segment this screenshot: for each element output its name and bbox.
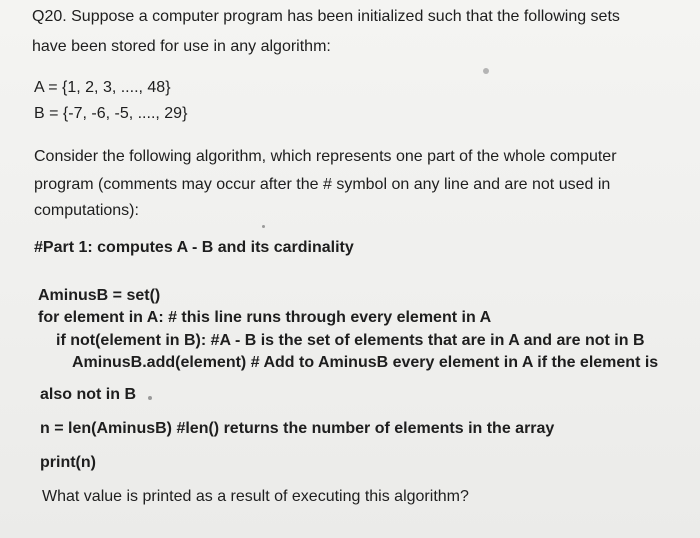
set-b-definition: B = {-7, -6, -5, ...., 29} — [34, 105, 188, 122]
final-question: What value is printed as a result of executing this algorithm? — [42, 488, 469, 505]
code-line-7: print(n) — [40, 454, 96, 471]
intro-line-1: Consider the following algorithm, which represents one part of the whole computer — [34, 148, 617, 165]
code-line-1: AminusB = set() — [38, 287, 161, 304]
code-line-3: if not(element in B): #A - B is the set of elements that are in A and are not in B — [56, 332, 645, 349]
paper-speck — [262, 225, 265, 228]
question-line-2: have been stored for use in any algorithm: — [32, 38, 331, 55]
paper-speck — [148, 396, 152, 400]
question-line-1: Q20. Suppose a computer program has been initialized such that the following sets — [32, 8, 620, 25]
code-line-6: n = len(AminusB) #len() returns the number of elements in the array — [40, 420, 555, 437]
code-line-5: also not in B — [40, 386, 136, 403]
part-heading: #Part 1: computes A - B and its cardinality — [34, 239, 354, 256]
intro-line-2: program (comments may occur after the # symbol on any line and are not used in — [34, 176, 611, 193]
set-a-definition: A = {1, 2, 3, ...., 48} — [34, 79, 171, 96]
paper-speck — [483, 68, 489, 74]
code-line-2: for element in A: # this line runs through every element in A — [38, 309, 492, 326]
code-line-4: AminusB.add(element) # Add to AminusB every element in A if the element is — [72, 354, 659, 371]
intro-line-3: computations): — [34, 202, 139, 219]
